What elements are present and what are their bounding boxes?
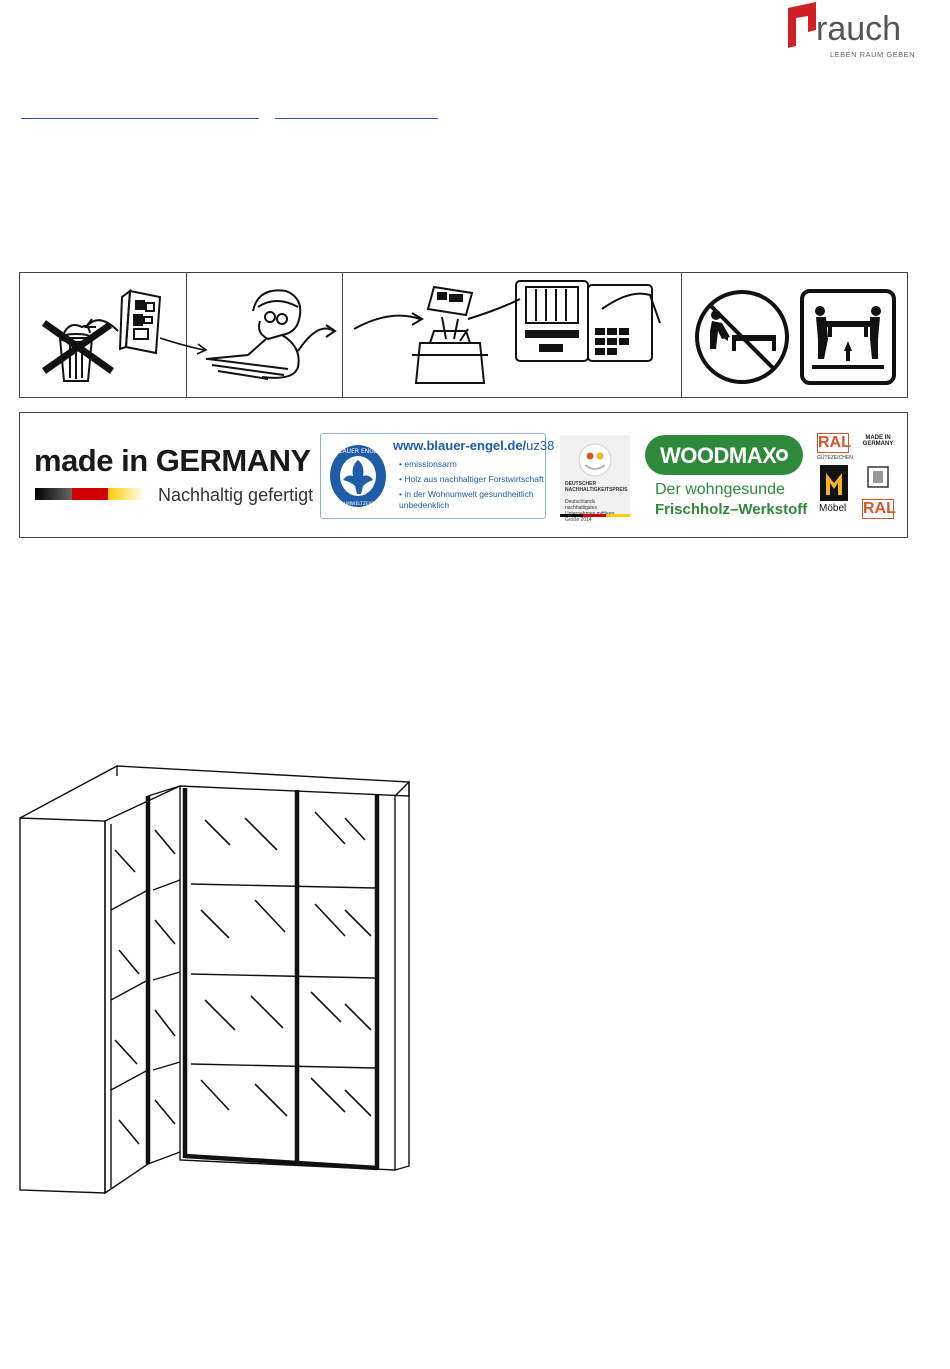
flag-bar	[35, 488, 145, 500]
ral-label: RAL	[818, 434, 851, 451]
moebel-label: Möbel	[819, 503, 847, 514]
award-subtitle: Deutschlands nachhaltigstes Größe 2014	[565, 499, 597, 523]
blue-angel-seal-icon	[327, 442, 389, 510]
svg-text:DAS UMWELTZEICHEN: DAS UMWELTZEICHEN	[333, 502, 383, 507]
ral-sub: GÜTEZEICHEN	[817, 455, 853, 461]
blue-angel-item: • in der Wohnumwelt gesundheitlich unbedenklich	[399, 489, 534, 510]
award-flag-stripe	[560, 514, 630, 517]
woodmax-dot-icon	[774, 447, 790, 463]
woodmax-line2: Frischholz–Werkstoff	[655, 501, 808, 518]
made-in-germany-subtitle: Nachhaltig gefertigt	[158, 485, 314, 505]
award-trophy-icon	[575, 441, 615, 479]
rauch-logo-wordmark: rauch	[816, 10, 902, 48]
sustainability-award	[560, 435, 630, 523]
divider	[681, 273, 682, 397]
blue-angel-item: • Holz aus nachhaltiger Forstwirtschaft	[399, 474, 544, 484]
rauch-logo-mark	[786, 2, 820, 48]
instructions-strip	[19, 272, 908, 398]
made-in-germany-title: made in GERMANY	[34, 443, 311, 478]
moebel-m-icon	[820, 465, 848, 501]
read-manual-icon	[198, 281, 338, 391]
blue-angel-label	[320, 433, 555, 519]
store-manual-icon	[350, 279, 675, 391]
woodmax-name: WOODMAX	[660, 443, 777, 468]
blue-angel-url: www.blauer-engel.de/uz38	[393, 438, 555, 453]
no-drag-icon	[692, 287, 792, 387]
award-title: DEUTSCHER NACHHALTIGKEITSPREIS	[565, 481, 628, 493]
rauch-logo-tagline: LEBEN RAUM GEBEN	[830, 50, 916, 59]
divider	[342, 273, 343, 397]
doc-link-2[interactable]	[275, 104, 438, 119]
blue-angel-item: • emissionsarm	[399, 459, 457, 469]
do-not-discard-icon	[30, 283, 180, 388]
rauch-logo	[786, 2, 916, 62]
woodmax-line1: Der wohngesunde	[655, 481, 785, 498]
lift-icon	[800, 289, 896, 385]
corner-wardrobe-drawing	[15, 760, 415, 1200]
ral-label-2: RAL	[863, 500, 896, 517]
made-in-germany-small: MADE IN GERMANY	[862, 435, 894, 447]
doc-link-1[interactable]	[21, 104, 259, 119]
furniture-icon	[866, 465, 890, 489]
svg-text:BLAUER ENGEL: BLAUER ENGEL	[334, 448, 382, 455]
certifications-strip	[19, 412, 908, 538]
